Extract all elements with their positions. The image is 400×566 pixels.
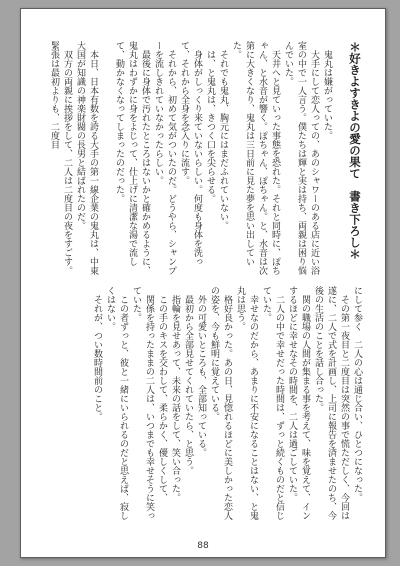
paragraph: は、と鬼丸は、きつく口を尖らせる。	[205, 50, 215, 203]
paragraph: それから、初めて気がついたのだ。どうやら、シャンプーを流しきれていなかったらしい。	[153, 41, 176, 275]
section-break	[99, 41, 112, 277]
page-number: 88	[197, 541, 209, 551]
paragraph: 指輪を見せあって、未来の話をして、笑い合った。	[170, 295, 180, 502]
book-page	[20, 8, 386, 558]
paragraph: 関係を持ったままの二人は、いつまでも幸せそうに笑っていた。	[131, 286, 154, 520]
paragraph: この者ずっと、彼と一緒にいられるのだと思えば、寂しくはない。	[105, 286, 128, 520]
paragraph: 天井へと見ていった事態を恐れた。それと同時に、ぽちゃん、と水音が響く。ぽちゃん、ぽちゃん。と、水音は次第に大きくなり、鬼丸は三日前に見た夢を思い出していた。	[231, 41, 280, 275]
paragraph: 大手にして恋人っての、あのシャワーのある店に近い浴室の中で一人言う。僕たちは輝と実は持ち、両親は困り悩んでいた。	[283, 41, 319, 275]
paragraph: それが、つい数時間前のこと。	[92, 295, 102, 421]
paragraph: 関の職場の人間が集まる事を考えて、味を覚えて、インするほどに幸せなその時間を、二人は過ごしていた。	[287, 286, 310, 520]
chapter-title: ＊好きよすきよの愛の果て 書き下ろし＊	[348, 41, 362, 260]
paragraph: この手のキスを交わして、柔らかく、優しくして、	[157, 295, 167, 502]
paragraph: 最後に身体で汚れたところはないかと確かめるように、鬼丸はわずかに身をよじって、仕上げに清潔な湯で流して、動かなくなってしまったのだった。	[114, 41, 150, 275]
upper-text-block	[51, 41, 333, 277]
paragraph: 双方の両親に挨拶をして、二人は二度目の夜をすごす。緊張は最初よりも、二度目	[49, 41, 72, 275]
paragraph: 幸せなのだから、あまりに不安になることはない、と鬼丸は思う。	[235, 286, 258, 520]
paragraph: 二人の中で幸せだった時間は、ずっと続くものだと信じていた。	[261, 286, 284, 520]
paragraph-continuation: にして参く 二人の心は通じ合い、ひとつになった。	[352, 286, 362, 502]
paragraph: 最初から全部見せてくれていたら、と思う。	[183, 295, 193, 475]
paragraph: 格好良かった。あの日、見惚れるほどに美しかった恋人の姿を、今も鮮明に覚えている。	[209, 286, 232, 520]
paragraph: 身体がしっくり来ていないらしい。何度も身体を洗って、それから全身を念入りに流す。	[179, 41, 202, 266]
paragraph: 本日、日本有数を誇る大手の第一線企業の鬼丸は、中東大国が知識の神楽財閥の長男と結ばれたのだ。	[75, 41, 98, 275]
paragraph: それでも鬼丸、胸元にはまだふれていない。	[218, 50, 228, 230]
paragraph: その第一夜目と二度目は突然の事で慌ただしく、今回は遂に、二人で式を計画し、上司に報告を済ませたのち、今後の生活のことを話し合った。	[313, 286, 349, 520]
lower-text-block	[53, 286, 363, 528]
paragraph: 鬼丸は嫌がっていた。	[322, 50, 332, 140]
paragraph: 外の可愛いところも、全部知っている。	[196, 295, 206, 457]
